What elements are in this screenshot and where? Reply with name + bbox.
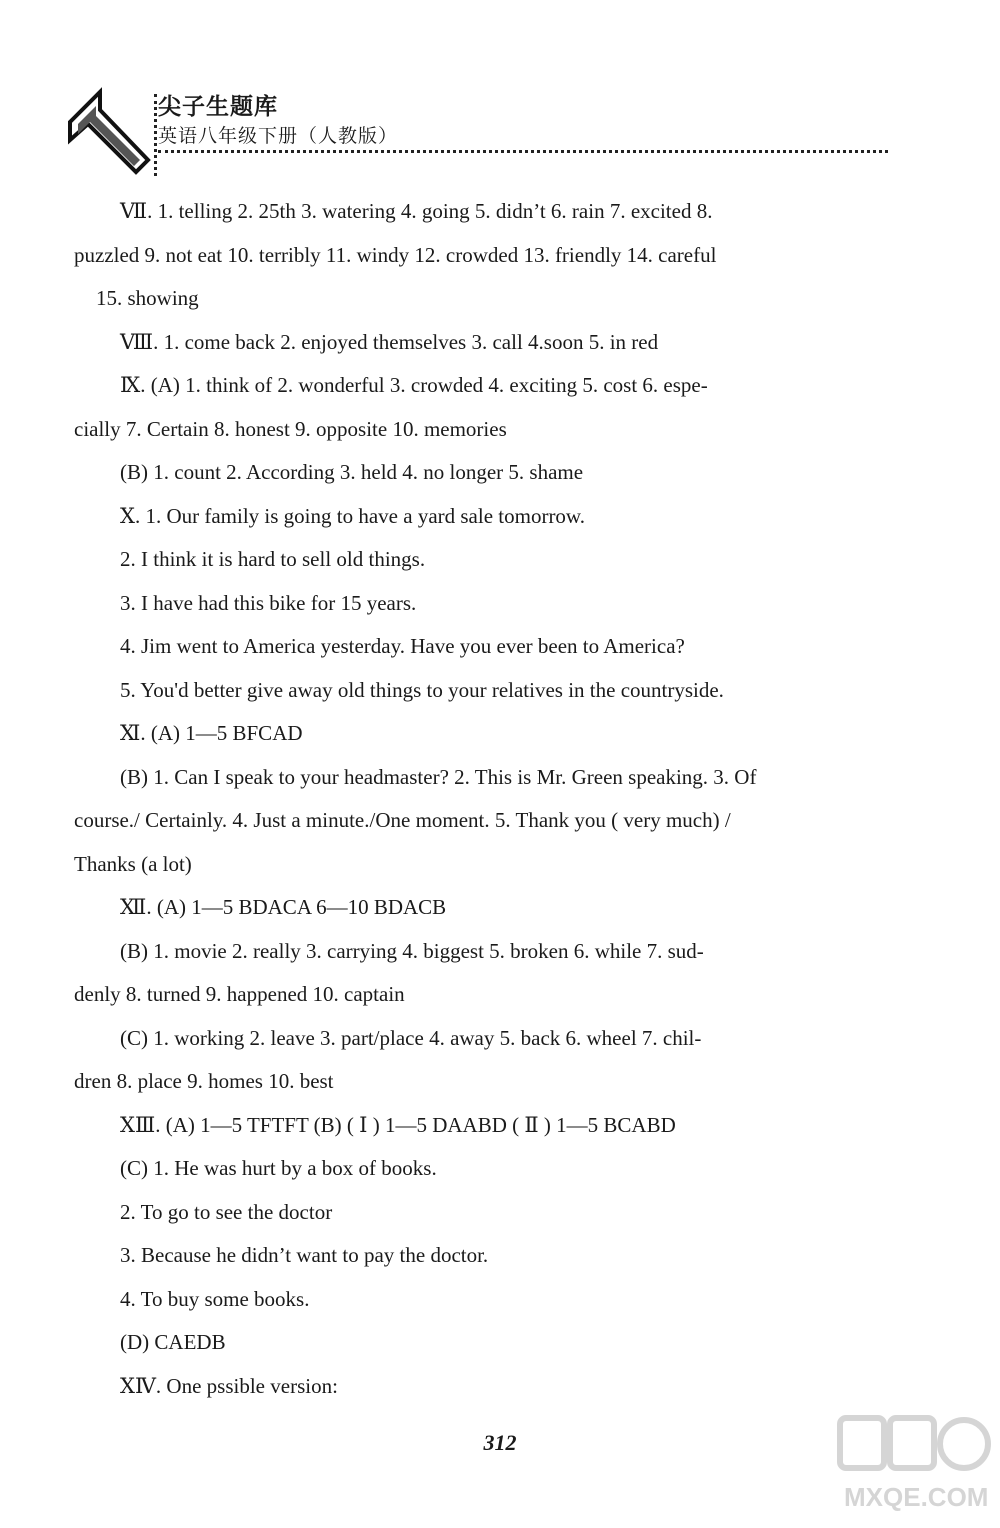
watermark-site: MXQE.COM <box>844 1482 989 1512</box>
page-header <box>66 84 896 184</box>
answer-line: (B) 1. count 2. According 3. held 4. no longer 5. shame <box>120 460 584 484</box>
answer-line: dren 8. place 9. homes 10. best <box>74 1069 334 1093</box>
answer-line: (C) 1. He was hurt by a box of books. <box>120 1156 437 1180</box>
answer-line: 2. To go to see the doctor <box>120 1199 333 1224</box>
header-dotted-divider <box>154 94 157 176</box>
header-dotted-rule <box>158 150 888 153</box>
answer-line: 3. Because he didn’t want to pay the doctor. <box>120 1243 489 1267</box>
answer-line: 2. I think it is hard to sell old things. <box>120 547 426 571</box>
answer-line: 4. To buy some books. <box>120 1286 310 1311</box>
answer-line: (B) 1. Can I speak to your headmaster? 2. This is Mr. Green speaking. 3. Of <box>120 764 757 789</box>
series-title: 尖子生题库 <box>158 94 278 120</box>
answer-line: ⅩⅣ. One pssible version: <box>120 1373 338 1398</box>
answer-line: Thanks (a lot) <box>74 851 192 876</box>
answer-line: (D) CAEDB <box>120 1330 226 1354</box>
answer-line: Ⅹ. 1. Our family is going to have a yard sale tomorrow. <box>120 503 585 528</box>
answer-content <box>74 190 892 1408</box>
answer-line: puzzled 9. not eat 10. terribly 11. windy 12. crowded 13. friendly 14. careful <box>74 242 717 267</box>
answer-line: course./ Certainly. 4. Just a minute./One moment. 5. Thank you ( very much) / <box>74 808 731 832</box>
answer-line: 4. Jim went to America yesterday. Have you ever been to America? <box>120 634 685 658</box>
answer-line: (B) 1. movie 2. really 3. carrying 4. biggest 5. broken 6. while 7. sud- <box>120 938 704 963</box>
arrow-icon <box>66 84 156 184</box>
answer-line: (C) 1. working 2. leave 3. part/place 4. away 5. back 6. wheel 7. chil- <box>120 1025 702 1050</box>
book-title: 英语八年级下册（人教版） <box>158 125 399 147</box>
answer-line: Ⅺ. (A) 1—5 BFCAD <box>120 721 303 745</box>
answer-line: Ⅶ. 1. telling 2. 25th 3. watering 4. going 5. didn’t 6. rain 7. excited 8. <box>120 199 713 223</box>
answer-line: 3. I have had this bike for 15 years. <box>120 590 417 615</box>
answer-line: 5. You'd better give away old things to your relatives in the countryside. <box>120 677 724 702</box>
answer-line: Ⅸ. (A) 1. think of 2. wonderful 3. crowded 4. exciting 5. cost 6. espe- <box>120 373 708 397</box>
answer-line: cially 7. Certain 8. honest 9. opposite 10. memories <box>74 416 507 441</box>
answer-line: 15. showing <box>96 286 199 310</box>
answer-line: denly 8. turned 9. happened 10. captain <box>74 982 405 1006</box>
answer-line: ⅩⅢ. (A) 1—5 TFTFT (B) ( Ⅰ ) 1—5 DAABD ( Ⅱ ) 1—5 BCABD <box>120 1112 676 1137</box>
page-number: 312 <box>483 1430 517 1455</box>
answer-line: Ⅻ. (A) 1—5 BDACA 6—10 BDACB <box>120 895 447 919</box>
watermark-logo <box>836 1410 992 1520</box>
answer-line: Ⅷ. 1. come back 2. enjoyed themselves 3. call 4.soon 5. in red <box>120 329 659 354</box>
